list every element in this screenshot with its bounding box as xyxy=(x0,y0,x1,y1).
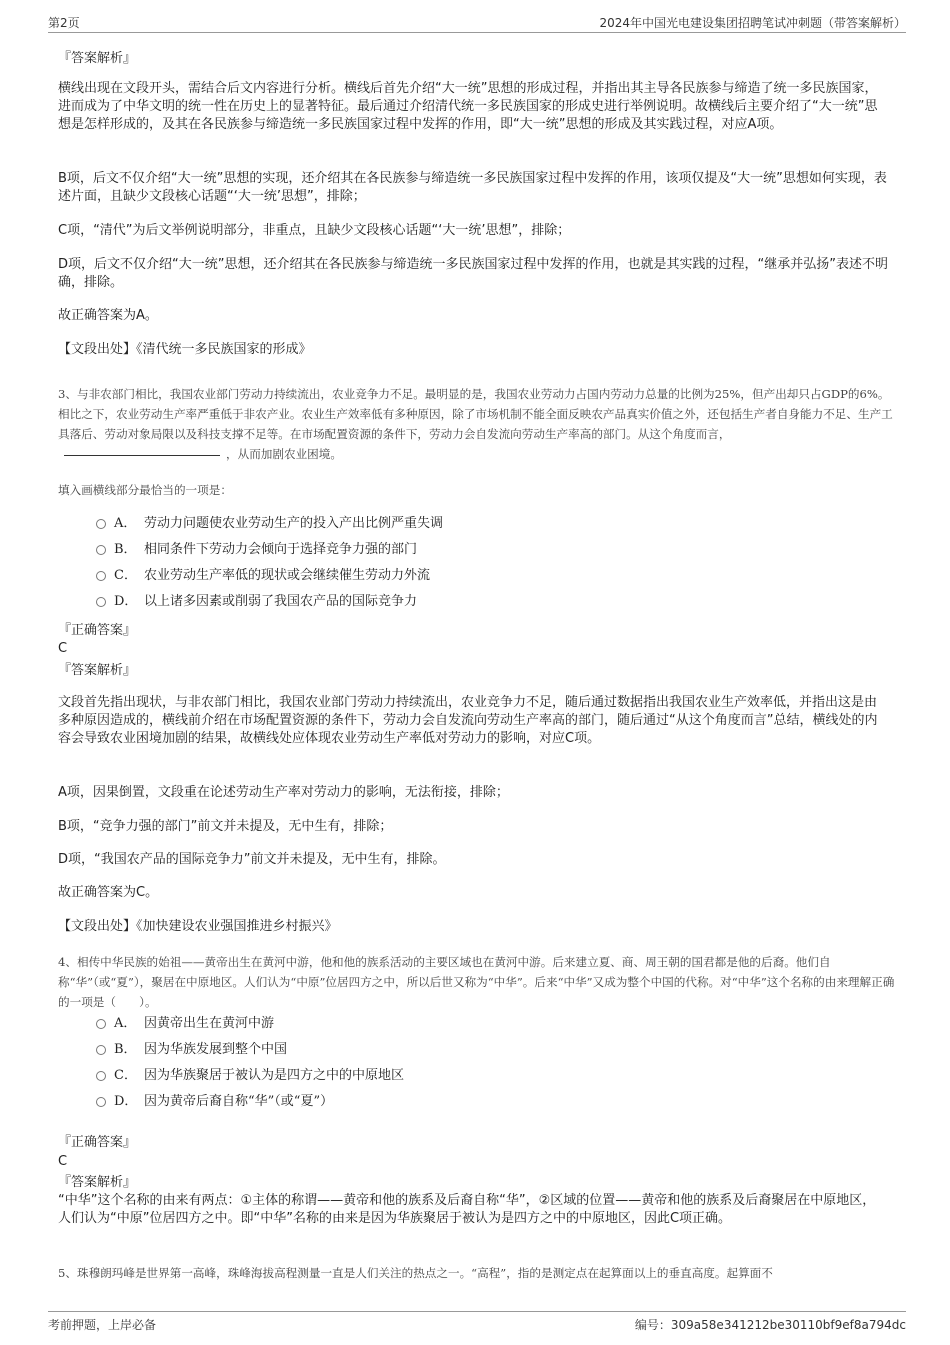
q5-stem: 5、珠穆朗玛峰是世界第一高峰，珠峰海拔高程测量一直是人们关注的热点之一。“高程”，指的是测定点在起算面以上的垂直高度。起算面不 xyxy=(58,1266,773,1280)
footer-slogan: 考前押题，上岸必备 xyxy=(48,1318,157,1332)
radio-circle-icon[interactable] xyxy=(96,545,106,555)
q3-analysis-title: 『答案解析』 xyxy=(58,663,137,678)
option-letter: A． xyxy=(114,516,137,531)
option-letter: A． xyxy=(114,1016,137,1031)
radio-circle-icon[interactable] xyxy=(96,1097,106,1107)
q4-option-b[interactable] xyxy=(96,1041,287,1059)
q3-analysis-paragraph: 文段首先指出现状，与非农部门相比，我国农业部门劳动力持续流出，农业竞争力不足，随后通过数据指出我国农业生产效率低，并指出这是由多种原因造成的，横线前介绍在市场配置资源的条件下，劳动力会自发流向劳动生产率高的部门，随后通过“从这个角度而言”总结，横线处的内容会导致农业困境加剧的结果，故横线处应体现农业劳动生产率低对劳动力的影响，对应C项。 xyxy=(58,695,878,746)
radio-circle-icon[interactable] xyxy=(96,571,106,581)
q4-stem: 4、相传中华民族的始祖——黄帝出生在黄河中游，他和他的族系活动的主要区域也在黄河中游。后来建立夏、商、周王朝的国君都是他的后裔。他们自称“华”（或“夏”），聚居在中原地区。人们认为“中原”位居四方之中，所以后世又称为“中华”。后来“中华”又成为整个中国的代称。对“中华”这个名称的由来理解正确的一项是（ ）。 xyxy=(58,955,895,1009)
option-text: 因为华族发展到整个中国 xyxy=(144,1042,288,1057)
option-letter: C． xyxy=(114,1068,137,1083)
q4-answer: C xyxy=(58,1154,68,1169)
option-text: 以上诸多因素或削弱了我国农产品的国际竞争力 xyxy=(144,594,418,609)
q3-analysis-option-b: B项，“竞争力强的部门”前文并未提及，无中生有，排除； xyxy=(58,819,393,834)
radio-circle-icon[interactable] xyxy=(96,519,106,529)
q3-stem xyxy=(58,384,898,464)
option-text: 因黄帝出生在黄河中游 xyxy=(144,1016,275,1031)
q3-stem-before: 3、与非农部门相比，我国农业部门劳动力持续流出，农业竞争力不足。最明显的是，我国农业劳动力占国内劳动力总量的比例为25%，但产出却只占GDP的6%。相比之下，农业劳动生产率严重低于非农产业。农业生产效率低有多种原因，除了市场机制不能全面反映农产品真实价值之外，还包括生产者自身能力不足、生产工具落后、劳动对象局限以及科技支撑不足等。在市场配置资源的条件下，劳动力会自发流向劳动生产率高的部门。从这个角度而言， xyxy=(58,387,893,441)
option-letter: D． xyxy=(114,1094,138,1109)
q4-option-d[interactable] xyxy=(96,1093,333,1111)
option-letter: D． xyxy=(114,594,138,609)
option-text: 因为黄帝后裔自称“华”（或“夏”） xyxy=(144,1094,334,1109)
q2-analysis-option-b: B项，后文不仅介绍“大一统”思想的实现，还介绍其在各民族参与缔造统一多民族国家过程中发挥的作用，该项仅提及“大一统”思想如何实现，表述片面，且缺少文段核心话题“‘大一统’思想”，排除； xyxy=(58,171,887,204)
q3-answer: C xyxy=(58,641,68,656)
q3-stem-after: ，从而加剧农业困境。 xyxy=(226,447,342,461)
q3-option-a[interactable] xyxy=(96,515,443,533)
q3-prompt: 填入画横线部分最恰当的一项是： xyxy=(58,483,232,497)
page-header xyxy=(48,12,906,33)
document-title: 2024年中国光电建设集团招聘笔试冲刺题（带答案解析） xyxy=(599,16,906,30)
radio-circle-icon[interactable] xyxy=(96,1045,106,1055)
q3-source: 【文段出处】《加快建设农业强国推进乡村振兴》 xyxy=(58,919,338,934)
q2-source: 【文段出处】《清代统一多民族国家的形成》 xyxy=(58,342,312,357)
q2-analysis-option-d: D项，后文不仅介绍“大一统”思想，还介绍其在各民族参与缔造统一多民族国家过程中发挥的作用，也就是其实践的过程，“继承并弘扬”表述不明确，排除。 xyxy=(58,257,888,290)
option-letter: C． xyxy=(114,568,137,583)
option-text: 因为华族聚居于被认为是四方之中的中原地区 xyxy=(144,1068,405,1083)
q3-answer-title: 『正确答案』 xyxy=(58,623,137,638)
fill-blank-line xyxy=(64,454,220,456)
q3-option-c[interactable] xyxy=(96,567,430,585)
q3-analysis-option-a: A项，因果倒置，文段重在论述劳动生产率对劳动力的影响，无法衔接，排除； xyxy=(58,785,509,800)
radio-circle-icon[interactable] xyxy=(96,1071,106,1081)
page-footer xyxy=(48,1311,906,1334)
radio-circle-icon[interactable] xyxy=(96,597,106,607)
q3-conclusion: 故正确答案为C。 xyxy=(58,885,159,900)
option-text: 劳动力问题使农业劳动生产的投入产出比例严重失调 xyxy=(144,516,444,531)
q2-analysis-option-c: C项，“清代”为后文举例说明部分，非重点，且缺少文段核心话题“‘大一统’思想”，排除； xyxy=(58,223,571,238)
q4-analysis-title: 『答案解析』 xyxy=(58,1175,137,1190)
option-letter: B． xyxy=(114,542,137,557)
q3-analysis-option-d: D项，“我国农产品的国际竞争力”前文并未提及，无中生有，排除。 xyxy=(58,852,446,867)
q4-option-c[interactable] xyxy=(96,1067,404,1085)
q2-analysis-paragraph: 横线出现在文段开头，需结合后文内容进行分析。横线后首先介绍“大一统”思想的形成过程，并指出其主导各民族参与缔造了统一多民族国家，进而成为了中华文明的统一性在历史上的显著特征。最后通过介绍清代统一多民族国家的形成史进行举例说明。故横线后主要介绍了“大一统”思想是怎样形成的，及其在各民族参与缔造统一多民族国家过程中发挥的作用，即“大一统”思想的形成及其实践过程，对应A项。 xyxy=(58,81,878,132)
q2-analysis-title: 『答案解析』 xyxy=(58,51,137,66)
q3-option-d[interactable] xyxy=(96,593,417,611)
q3-option-b[interactable] xyxy=(96,541,417,559)
q4-analysis-paragraph: “中华”这个名称的由来有两点：①主体的称谓——黄帝和他的族系及后裔自称“华”，②区域的位置——黄帝和他的族系及后裔聚居在中原地区，人们认为“中原”位居四方之中。即“中华”名称的由来是因为华族聚居于被认为是四方之中的中原地区，因此C项正确。 xyxy=(58,1193,876,1226)
radio-circle-icon[interactable] xyxy=(96,1019,106,1029)
q2-conclusion: 故正确答案为A。 xyxy=(58,308,158,323)
option-letter: B． xyxy=(114,1042,137,1057)
option-text: 相同条件下劳动力会倾向于选择竞争力强的部门 xyxy=(144,542,418,557)
q4-answer-title: 『正确答案』 xyxy=(58,1135,137,1150)
document-code: 编号：309a58e341212be30110bf9ef8a794dc xyxy=(634,1318,906,1332)
page-number: 第2页 xyxy=(48,16,80,30)
option-text: 农业劳动生产率低的现状或会继续催生劳动力外流 xyxy=(144,568,431,583)
q4-option-a[interactable] xyxy=(96,1015,274,1033)
